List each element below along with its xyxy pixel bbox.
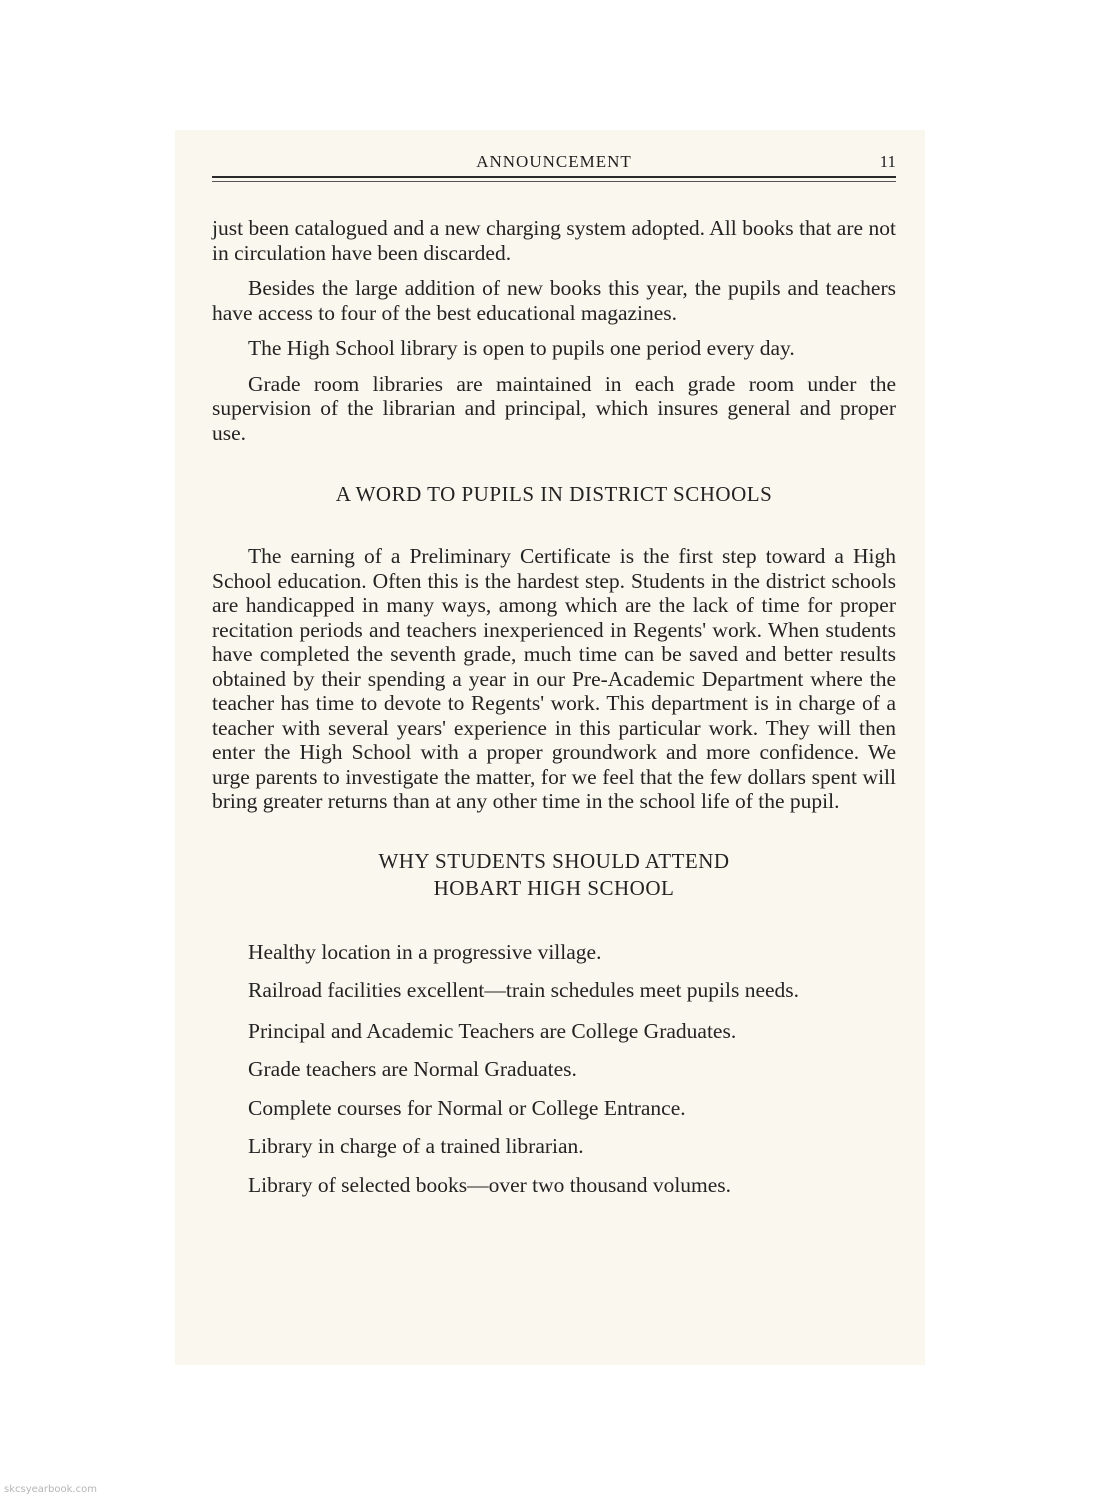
- section-heading-why-attend: [212, 848, 896, 902]
- header-rule: [212, 176, 896, 178]
- reasons-list: [212, 940, 896, 1198]
- header-title: ANNOUNCEMENT: [476, 152, 632, 171]
- paragraph: The High School library is open to pupils one period every day.: [248, 336, 795, 360]
- header-rule-thin: [212, 181, 896, 182]
- list-item: Complete courses for Normal or College Entrance.: [248, 1095, 686, 1120]
- site-watermark: skcsyearbook.com: [4, 1484, 97, 1495]
- page-number: 11: [879, 152, 896, 171]
- list-item: Grade teachers are Normal Graduates.: [248, 1057, 577, 1081]
- list-item: Healthy location in a progressive village.: [248, 939, 602, 964]
- paragraph: Besides the large addition of new books this year, the pupils and teachers have access to four of the best educational magazines.: [212, 276, 896, 325]
- heading-line: WHY STUDENTS SHOULD ATTEND: [378, 848, 730, 873]
- list-item: Library of selected books—over two thousand volumes.: [248, 1172, 732, 1197]
- running-header: [212, 152, 896, 176]
- page-body: [212, 216, 896, 1211]
- heading-line: HOBART HIGH SCHOOL: [433, 875, 675, 900]
- section-heading-district-schools: A WORD TO PUPILS IN DISTRICT SCHOOLS: [335, 482, 773, 506]
- list-item: Railroad facilities excellent—train schedules meet pupils needs.: [248, 978, 800, 1002]
- paragraph: The earning of a Preliminary Certificate is the first step toward a High School education. Often this is the hardest step. Students in the district schools are handicapped in many ways, among which are the lack of time for proper recitation periods and teachers inexperienced in Regents' work. When students have completed the seventh grade, much time can be saved and better results obtained by their spending a year in our Pre-Academic Department where the teacher has time to devote to Regents' work. This department is in charge of a teacher with several years' experience in this particular work. They will then enter the High School with a proper groundwork and more confidence. We urge parents to investigate the matter, for we feel that the few dollars spent will bring greater returns than at any other time in the school life of the pupil.: [212, 544, 896, 813]
- paragraph: Grade room libraries are maintained in each grade room under the supervision of the librarian and principal, which insures general and proper use.: [212, 371, 896, 445]
- list-item: Library in charge of a trained librarian.: [248, 1134, 584, 1158]
- list-item: Principal and Academic Teachers are College Graduates.: [248, 1018, 737, 1043]
- paragraph: just been catalogued and a new charging system adopted. All books that are not in circulation have been discarded.: [212, 216, 896, 265]
